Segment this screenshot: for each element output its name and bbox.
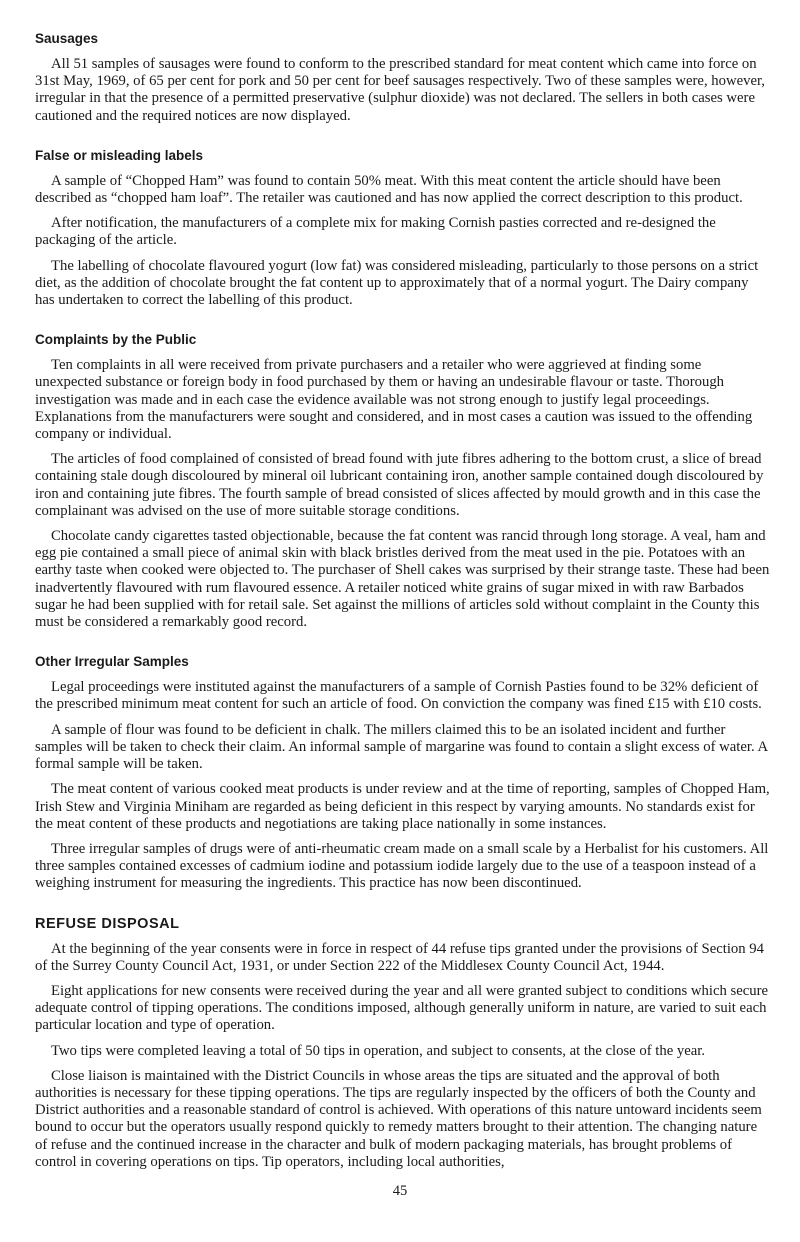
section-irregular-samples: [35, 653, 770, 892]
page-number: 45: [392, 1183, 408, 1199]
section-sausages: [35, 30, 770, 125]
section-gap: [35, 317, 770, 331]
paragraph: After notification, the manufacturers of a complete mix for making Cornish pasties corrected and re-designed the packaging of the article.: [35, 215, 716, 249]
paragraph: Ten complaints in all were received from private purchasers and a retailer who were aggrieved at finding some unexpected substance or foreign body in food purchased by them or having an undesirable flavour or taste. Thorough investigation was made and in each case the evidence available was not strong enough to justify legal proceedings. Explanations from the manufacturers were sought and considered, and in most cases a caution was issued to the offending company or individual.: [35, 357, 753, 443]
section-heading: Complaints by the Public: [35, 332, 197, 348]
document-page: [35, 30, 770, 1179]
paragraph: Chocolate candy cigarettes tasted objectionable, because the fat content was rancid through long storage. A veal, ham and egg pie contained a small piece of animal skin with black bristles derived from the meat used in the pie. Potatoes with an earthy taste when cooked were objected to. The purchaser of Shell cakes was surprised by their strange taste. These had been inadvertently flavoured with rum flavoured essence. A retailer noticed white grains of sugar mixed in with raw Barbados sugar he had been supplied with for retail sale. Set against the millions of articles sold without complaint in the County this must be considered a remarkably good record.: [35, 528, 770, 631]
paragraph: The labelling of chocolate flavoured yogurt (low fat) was considered misleading, particularly to those persons on a strict diet, as the addition of chocolate brought the fat content up to approximately that of a normal yogurt. The Dairy company has undertaken to correct the labelling of this product.: [35, 257, 759, 309]
paragraph: Legal proceedings were instituted against the manufacturers of a sample of Cornish Pasties found to be 32% deficient of the prescribed minimum meat content for such an article of food. On conviction the company was fined £15 with £10 costs.: [35, 679, 762, 713]
paragraph: Three irregular samples of drugs were of anti-rheumatic cream made on a small scale by a Herbalist for his customers. All three samples contained excesses of cadmium iodine and potassium iodide largely due to the use of a teaspoon instead of a weighing instrument for measuring the ingredients. This practice has now been discontinued.: [35, 840, 769, 892]
paragraph: Two tips were completed leaving a total of 50 tips in operation, and subject to consents, at the close of the year.: [51, 1042, 706, 1059]
paragraph: The articles of food complained of consisted of bread found with jute fibres adhering to the bottom crust, a slice of bread containing stale dough discoloured by mineral oil lubricant containing iron, another sample contained dough discoloured by iron and containing jute fibres. The fourth sample of bread consisted of slices affected by mould growth and in this case the complainant was advised on the use of more suitable storage conditions.: [35, 451, 764, 519]
paragraph: All 51 samples of sausages were found to conform to the prescribed standard for meat content which came into force on 31st May, 1969, of 65 per cent for pork and 50 per cent for beef sausages respectively. Two of these samples were, however, irregular in that the presence of a permitted preservative (sulphur dioxide) was not declared. The sellers in both cases were cautioned and the required notices are now displayed.: [35, 56, 765, 124]
section-false-labels: [35, 147, 770, 309]
section-heading: REFUSE DISPOSAL: [35, 915, 180, 932]
section-heading: Sausages: [35, 31, 99, 46]
section-heading: Other Irregular Samples: [35, 654, 189, 670]
section-complaints: [35, 331, 770, 631]
section-gap: [35, 901, 770, 915]
section-gap: [35, 133, 770, 147]
paragraph: At the beginning of the year consents were in force in respect of 44 refuse tips granted under the provisions of Section 94 of the Surrey County Council Act, 1931, or under Section 222 of the Middlesex County Council Act, 1944.: [35, 940, 764, 974]
paragraph: The meat content of various cooked meat products is under review and at the time of reporting, samples of Chopped Ham, Irish Stew and Virginia Miniham are regarded as being deficient in this respect by varying amounts. No standards exist for the meat content of these products and negotiations are taking place nationally in some instances.: [35, 781, 770, 832]
paragraph: Close liaison is maintained with the District Councils in whose areas the tips are situated and the approval of both authorities is necessary for these tipping operations. The tips are regularly inspected by the officers of both the County and District authorities and a reasonable standard of control is achieved. With operations of this nature untoward incidents seem bound to occur but the operators usually respond quickly to remedy matters brought to their attention. The changing nature of refuse and the continued increase in the character and bulk of modern packaging materials, has brought problems of control in covering operations on tips. Tip operators, including local authorities,: [35, 1067, 762, 1170]
paragraph: Eight applications for new consents were received during the year and all were granted subject to conditions which secure adequate control of tipping operations. The conditions imposed, although generally uniform in nature, are varied to suit each particular location and type of operation.: [35, 982, 768, 1034]
section-refuse-disposal: [35, 915, 770, 1171]
section-heading: False or misleading labels: [35, 147, 204, 163]
paragraph: A sample of flour was found to be deficient in chalk. The millers claimed this to be an isolated incident and further samples will be taken to check their claim. An informal sample of margarine was found to contain a slight excess of water. A formal sample will be taken.: [35, 721, 768, 773]
paragraph: A sample of “Chopped Ham” was found to contain 50% meat. With this meat content the article should have been described as “chopped ham loaf”. The retailer was cautioned and has now applied the correct description to this product.: [35, 172, 743, 207]
section-gap: [35, 639, 770, 653]
